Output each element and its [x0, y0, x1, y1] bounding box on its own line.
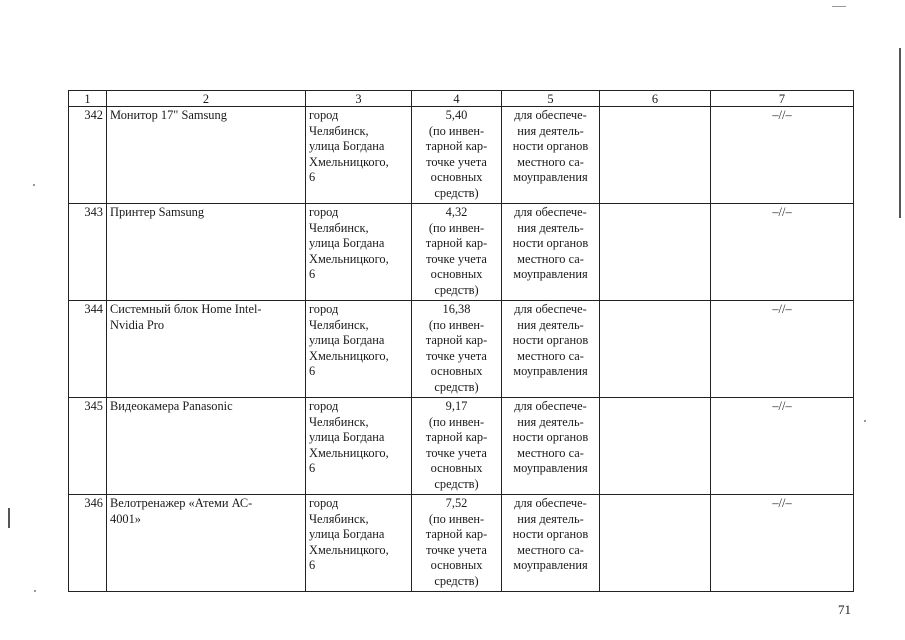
column-6-cell: [600, 398, 711, 495]
row-number-cell: 345: [69, 398, 107, 495]
address-cell: город Челябинск, улица Богдана Хмельницкого, 6: [306, 301, 412, 398]
purpose-cell: для обеспече- ния деятель- ности органов местного са- моуправления: [502, 398, 600, 495]
address-cell: город Челябинск, улица Богдана Хмельницкого, 6: [306, 107, 412, 204]
scan-mark: [832, 6, 846, 7]
item-name-cell: Принтер Samsung: [107, 204, 306, 301]
table-row: [69, 398, 854, 495]
column-number-header: 4: [412, 91, 502, 107]
address-cell: город Челябинск, улица Богдана Хмельницкого, 6: [306, 204, 412, 301]
scan-speck: [33, 184, 35, 186]
table-row: [69, 301, 854, 398]
column-7-cell: –//–: [711, 301, 854, 398]
purpose-cell: для обеспече- ния деятель- ности органов местного са- моуправления: [502, 204, 600, 301]
table-row: [69, 495, 854, 592]
item-name-cell: Системный блок Home Intel- Nvidia Pro: [107, 301, 306, 398]
column-number-header: 7: [711, 91, 854, 107]
value-cell: 7,52 (по инвен- тарной кар- точке учета основных средств): [412, 495, 502, 592]
value-cell: 5,40 (по инвен- тарной кар- точке учета основных средств): [412, 107, 502, 204]
column-number-header: 2: [107, 91, 306, 107]
row-number-cell: 342: [69, 107, 107, 204]
column-7-cell: –//–: [711, 107, 854, 204]
row-number-cell: 346: [69, 495, 107, 592]
row-number-cell: 344: [69, 301, 107, 398]
scan-speck: [864, 420, 866, 422]
column-6-cell: [600, 301, 711, 398]
value-cell: 16,38 (по инвен- тарной кар- точке учета основных средств): [412, 301, 502, 398]
column-number-header: 3: [306, 91, 412, 107]
column-7-cell: –//–: [711, 204, 854, 301]
purpose-cell: для обеспече- ния деятель- ности органов местного са- моуправления: [502, 107, 600, 204]
scan-edge-mark: [8, 508, 10, 528]
item-name-cell: Видеокамера Panasonic: [107, 398, 306, 495]
column-7-cell: –//–: [711, 398, 854, 495]
column-7-cell: –//–: [711, 495, 854, 592]
page-number: 71: [838, 602, 851, 617]
purpose-cell: для обеспече- ния деятель- ности органов местного са- моуправления: [502, 301, 600, 398]
item-name-cell: Велотренажер «Атеми АС- 4001»: [107, 495, 306, 592]
column-6-cell: [600, 495, 711, 592]
value-cell: 4,32 (по инвен- тарной кар- точке учета основных средств): [412, 204, 502, 301]
column-number-header: 5: [502, 91, 600, 107]
purpose-cell: для обеспече- ния деятель- ности органов местного са- моуправления: [502, 495, 600, 592]
scan-edge-mark: [899, 48, 901, 218]
table-header-row: [69, 91, 854, 107]
address-cell: город Челябинск, улица Богдана Хмельницкого, 6: [306, 398, 412, 495]
column-number-header: 1: [69, 91, 107, 107]
row-number-cell: 343: [69, 204, 107, 301]
item-name-cell: Монитор 17" Samsung: [107, 107, 306, 204]
value-cell: 9,17 (по инвен- тарной кар- точке учета основных средств): [412, 398, 502, 495]
table-row: [69, 107, 854, 204]
address-cell: город Челябинск, улица Богдана Хмельницкого, 6: [306, 495, 412, 592]
property-register-table: [68, 90, 854, 592]
column-number-header: 6: [600, 91, 711, 107]
column-6-cell: [600, 204, 711, 301]
column-6-cell: [600, 107, 711, 204]
table-row: [69, 204, 854, 301]
scan-speck: [34, 590, 36, 592]
